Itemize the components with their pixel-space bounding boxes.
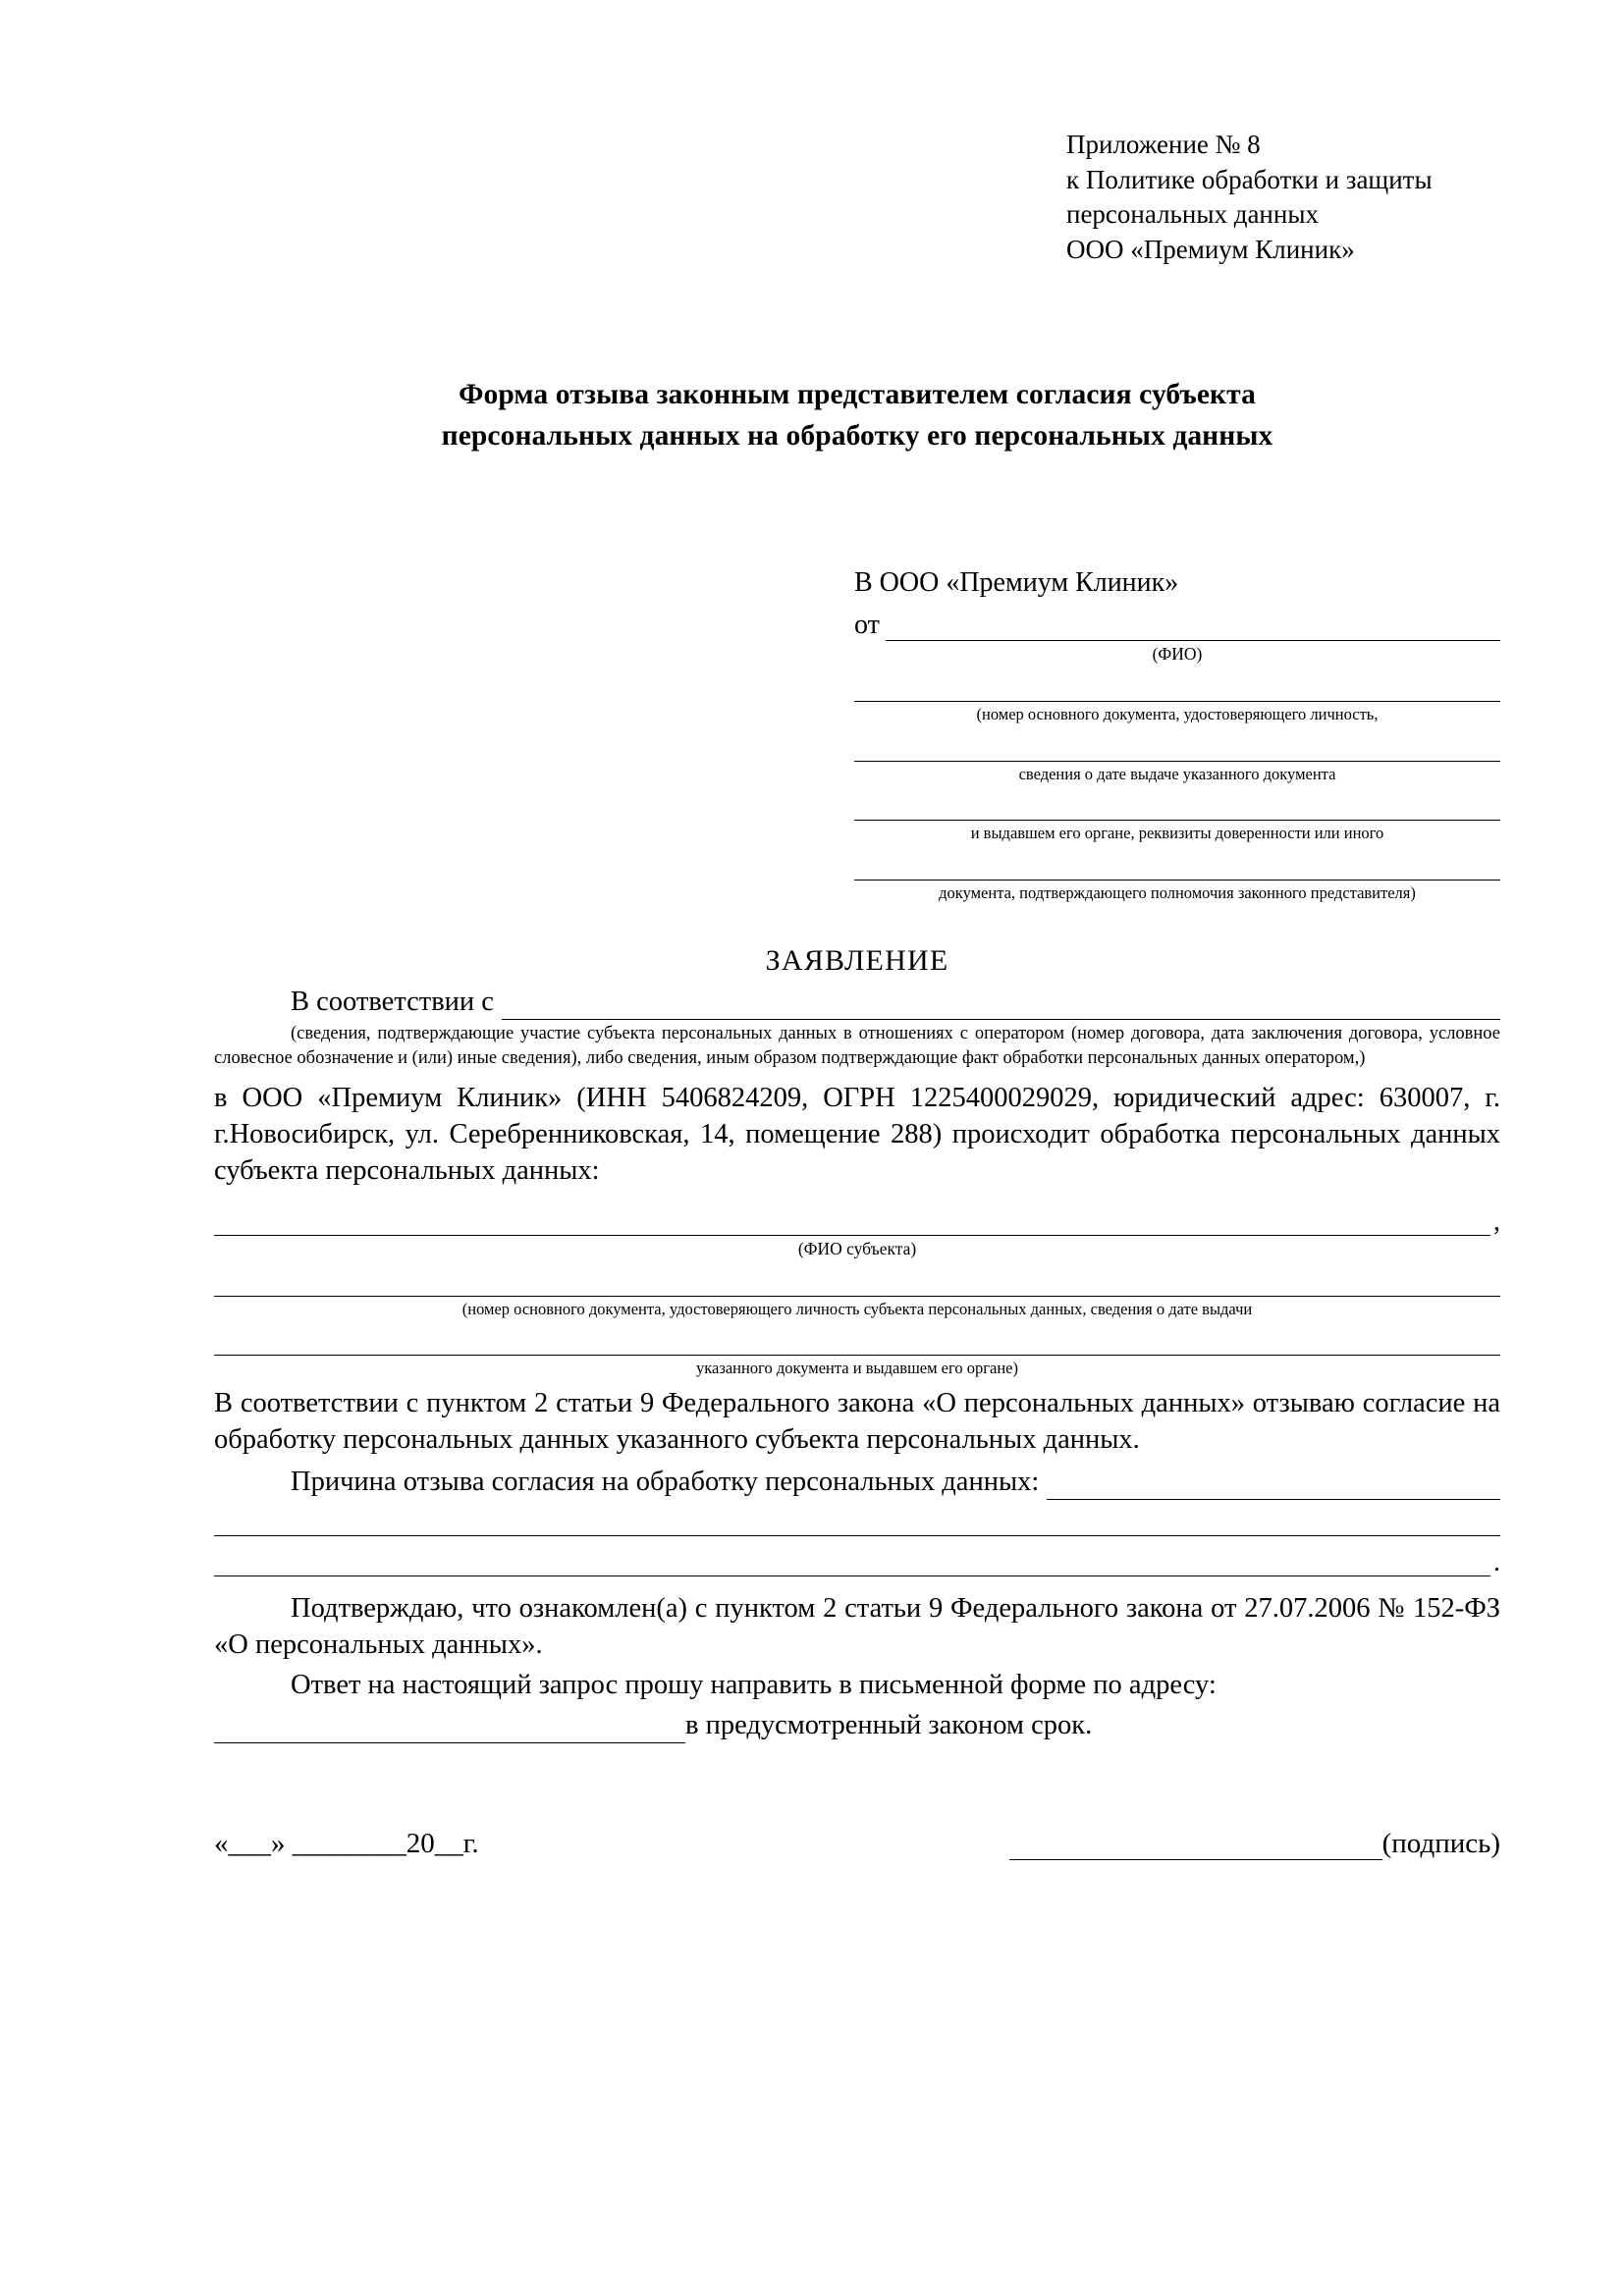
compliance-note-text: (сведения, подтверждающие участие субъекта персональных данных в отношениях с оператором (номер договора, дата заключения договора, условное словесное обозначение и (или) иные сведения), либо сведения, иным образом подтверждающие факт обработки персональных данных оператором,) (214, 1024, 1500, 1068)
from-label: от (854, 610, 880, 641)
from-row (854, 610, 1500, 641)
header-line-appendix: Приложение № 8 (1066, 130, 1261, 159)
address-tail-text: в предусмотренный законом срок. (685, 1710, 1093, 1741)
doc-line-3-wrap (854, 797, 1500, 821)
compliance-note (214, 1022, 1500, 1069)
reason-input-line-2[interactable] (214, 1513, 1500, 1536)
subject-doc-input-line-2[interactable] (214, 1332, 1500, 1356)
addressee-organization: В ООО «Премиум Клиник» (854, 567, 1179, 599)
document-header-block (1066, 128, 1498, 268)
statement-heading: ЗАЯВЛЕНИЕ (765, 944, 949, 978)
doc-line-1-wrap (854, 678, 1500, 702)
doc-number-input-line[interactable] (854, 678, 1500, 702)
subject-doc-input-line-1[interactable] (214, 1273, 1500, 1297)
subject-fio-comma: , (1493, 1205, 1500, 1237)
compliance-row (214, 984, 1500, 1020)
header-line-policy-1: к Политике обработки и защиты (1066, 164, 1433, 194)
doc-authority-input-line[interactable] (854, 857, 1500, 881)
doc-issuer-input-line[interactable] (854, 797, 1500, 821)
compliance-label: В соответствии с (291, 987, 494, 1018)
subject-doc-caption-1: (номер основного документа, удостоверяющего личность субъекта персональных данных, сведения о дате выдачи (461, 1299, 1253, 1318)
subject-fio-caption: (ФИО субъекта) (797, 1238, 917, 1258)
page-title (214, 374, 1500, 458)
subject-fio-row (214, 1205, 1500, 1237)
law-paragraph: В соответствии с пунктом 2 статьи 9 Федерального закона «О персональных данных» отзываю согласие на обработку персональных данных указанного субъекта персональных данных. (214, 1387, 1500, 1455)
signature-label: (подпись) (1381, 1828, 1500, 1860)
address-input-line[interactable] (214, 1722, 685, 1743)
reason-label: Причина отзыва согласия на обработку персональных данных: (291, 1466, 1040, 1497)
reason-line-3-wrap (214, 1546, 1500, 1577)
reason-period: . (1493, 1546, 1500, 1577)
subject-fio-input-line[interactable] (214, 1212, 1490, 1236)
compliance-input-line[interactable] (502, 996, 1500, 1020)
reason-input-line-3[interactable] (214, 1553, 1490, 1576)
answer-paragraph: Ответ на настоящий запрос прошу направить в письменной форме по адресу: (291, 1670, 1217, 1701)
header-line-policy-2: персональных данных (1066, 199, 1319, 230)
doc-authority-caption: документа, подтверждающего полномочия законного представителя) (939, 882, 1416, 902)
doc-issuer-caption: и выдавшем его органе, реквизиты доверенности или иного (970, 824, 1384, 843)
subject-doc-line-1-wrap (214, 1273, 1500, 1297)
page-title-line-2: персональных данных на обработку его персональных данных (441, 420, 1273, 453)
address-row (214, 1707, 1500, 1743)
document-content (214, 128, 1500, 1860)
doc-date-input-line[interactable] (854, 738, 1500, 762)
doc-line-4-wrap (854, 857, 1500, 881)
doc-number-caption: (номер основного документа, удостоверяющего личность, (976, 704, 1379, 723)
page-title-line-1: Форма отзыва законным представителем согласия субъекта (459, 378, 1256, 410)
doc-date-caption: сведения о дате выдаче указанного документа (1018, 764, 1336, 783)
doc-line-2-wrap (854, 738, 1500, 762)
footer-row (214, 1828, 1500, 1860)
header-line-organization: ООО «Премиум Клиник» (1066, 234, 1355, 264)
reason-input-line-1[interactable] (1047, 1476, 1500, 1500)
subject-doc-line-2-wrap (214, 1332, 1500, 1356)
reason-row (214, 1464, 1500, 1500)
subject-doc-caption-2: указанного документа и выдавшем его органе) (696, 1359, 1018, 1378)
from-name-caption: (ФИО) (1152, 644, 1203, 665)
addressee-block (854, 567, 1500, 903)
signature-input-line[interactable] (1009, 1838, 1382, 1860)
from-name-input-line[interactable] (886, 617, 1500, 641)
reason-line-2-wrap (214, 1513, 1500, 1536)
organization-paragraph: в ООО «Премиум Клиник» (ИНН 5406824209, ОГРН 1225400029029, юридический адрес: 630007, г. г.Новосибирск, ул. Серебренниковская, 14, помещение 288) происходит обработка персональных данных субъекта персональных данных: (214, 1082, 1500, 1186)
date-field[interactable]: «___» ________20__г. (214, 1828, 479, 1860)
confirm-paragraph: Подтверждаю, что ознакомлен(а) с пунктом 2 статьи 9 Федерального закона от 27.07.2006 № 152-ФЗ «О персональных данных». (214, 1592, 1500, 1660)
